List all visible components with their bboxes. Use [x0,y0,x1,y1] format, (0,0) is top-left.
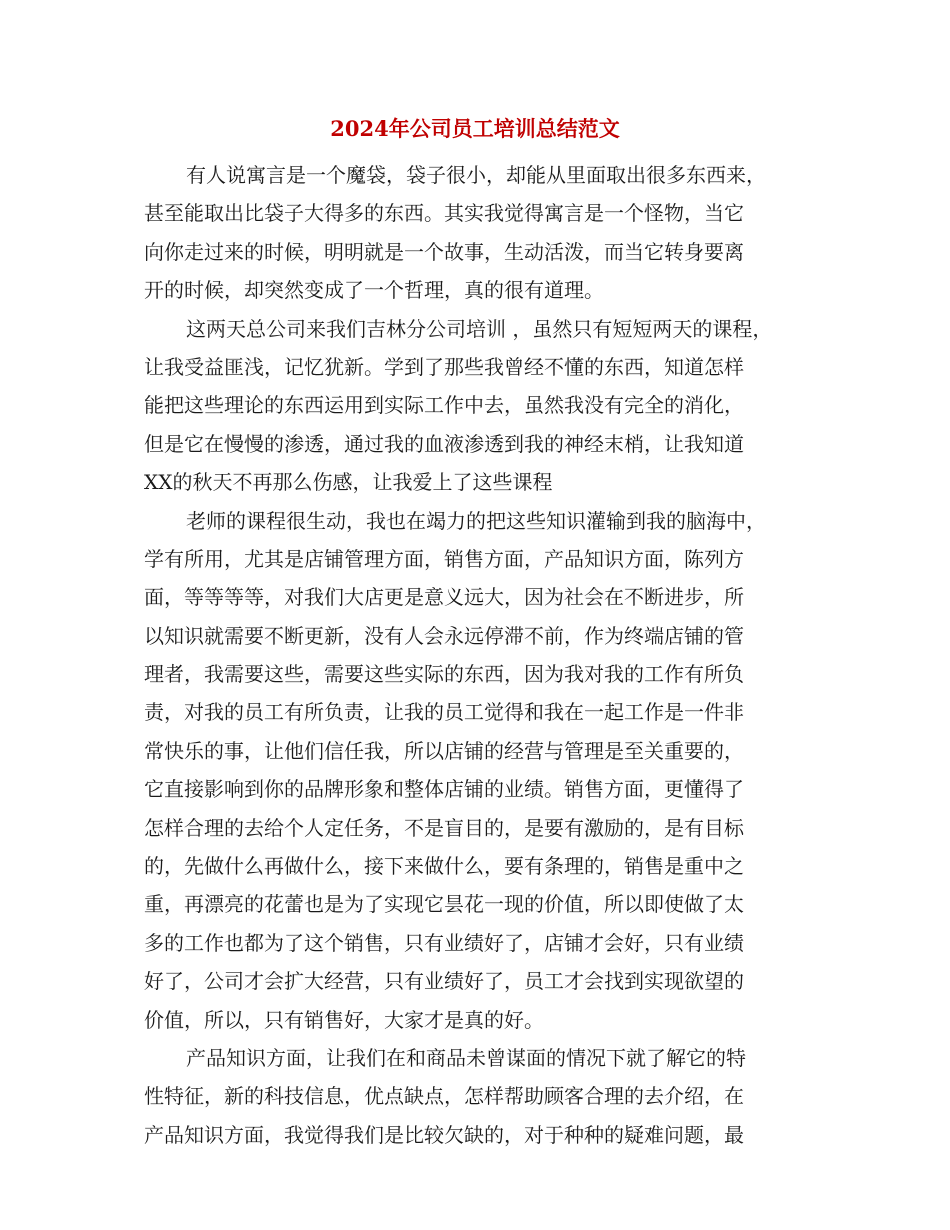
paragraph-1 [144,156,824,310]
paragraph-line: 以知识就需要不断更新，没有人会永远停滞不前，作为终端店铺的管 [144,623,744,648]
paragraph-line: 理者，我需要这些，需要这些实际的东西，因为我对我的工作有所负 [144,662,744,687]
paragraph-line: 向你走过来的时候，明明就是一个故事，生动活泼，而当它转身要离 [144,239,744,264]
paragraph-line: 产品知识方面，我觉得我们是比较欠缺的，对于种种的疑难问题，最 [144,1122,744,1147]
paragraph-3 [144,502,824,1039]
paragraph-line: 重，再漂亮的花蕾也是为了实现它昙花一现的价值，所以即使做了太 [144,892,744,917]
paragraph-line: 性特征，新的科技信息，优点缺点，怎样帮助顾客合理的去介绍，在 [144,1084,744,1109]
paragraph-line: 能把这些理论的东西运用到实际工作中去，虽然我没有完全的消化， [144,393,744,418]
paragraph-line: 价值，所以，只有销售好，大家才是真的好。 [144,1007,544,1032]
document-title: 2024年公司员工培训总结范文 [330,116,620,141]
paragraph-line: 责，对我的员工有所负责，让我的员工觉得和我在一起工作是一件非 [144,700,744,725]
paragraph-line: 怎样合理的去给个人定任务，不是盲目的，是要有激励的，是有目标 [144,815,744,840]
paragraph-line: 常快乐的事，让他们信任我，所以店铺的经营与管理是至关重要的， [144,738,744,763]
paragraph-line: 面，等等等等，对我们大店更是意义远大，因为社会在不断进步，所 [144,585,744,610]
paragraph-2 [144,310,824,502]
paragraph-line: 好了，公司才会扩大经营，只有业绩好了，员工才会找到实现欲望的 [144,969,744,994]
paragraph-line: 让我受益匪浅，记忆犹新。学到了那些我曾经不懂的东西，知道怎样 [144,354,744,379]
document-body [144,156,824,1154]
paragraph-line: 老师的课程很生动，我也在竭力的把这些知识灌输到我的脑海中， [186,508,766,533]
paragraph-line: 产品知识方面，让我们在和商品未曾谋面的情况下就了解它的特 [186,1045,746,1070]
paragraph-line: 甚至能取出比袋子大得多的东西。其实我觉得寓言是一个怪物，当它 [144,201,744,226]
paragraph-4 [144,1039,824,1154]
paragraph-line: 但是它在慢慢的渗透，通过我的血液渗透到我的神经末梢，让我知道 [144,431,744,456]
paragraph-line: 学有所用，尤其是店铺管理方面，销售方面，产品知识方面，陈列方 [144,546,744,571]
paragraph-line: XX的秋天不再那么伤感，让我爱上了这些课程 [144,470,553,495]
paragraph-line: 开的时候，却突然变成了一个哲理，真的很有道理。 [144,278,604,303]
paragraph-line: 的，先做什么再做什么，接下来做什么，要有条理的，销售是重中之 [144,854,744,879]
paragraph-line: 它直接影响到你的品牌形象和整体店铺的业绩。销售方面，更懂得了 [144,777,744,802]
paragraph-line: 多的工作也都为了这个销售，只有业绩好了，店铺才会好，只有业绩 [144,930,744,955]
paragraph-line: 这两天总公司来我们吉林分公司培训 ，虽然只有短短两天的课程， [186,316,773,341]
paragraph-line: 有人说寓言是一个魔袋，袋子很小，却能从里面取出很多东西来， [186,163,766,187]
